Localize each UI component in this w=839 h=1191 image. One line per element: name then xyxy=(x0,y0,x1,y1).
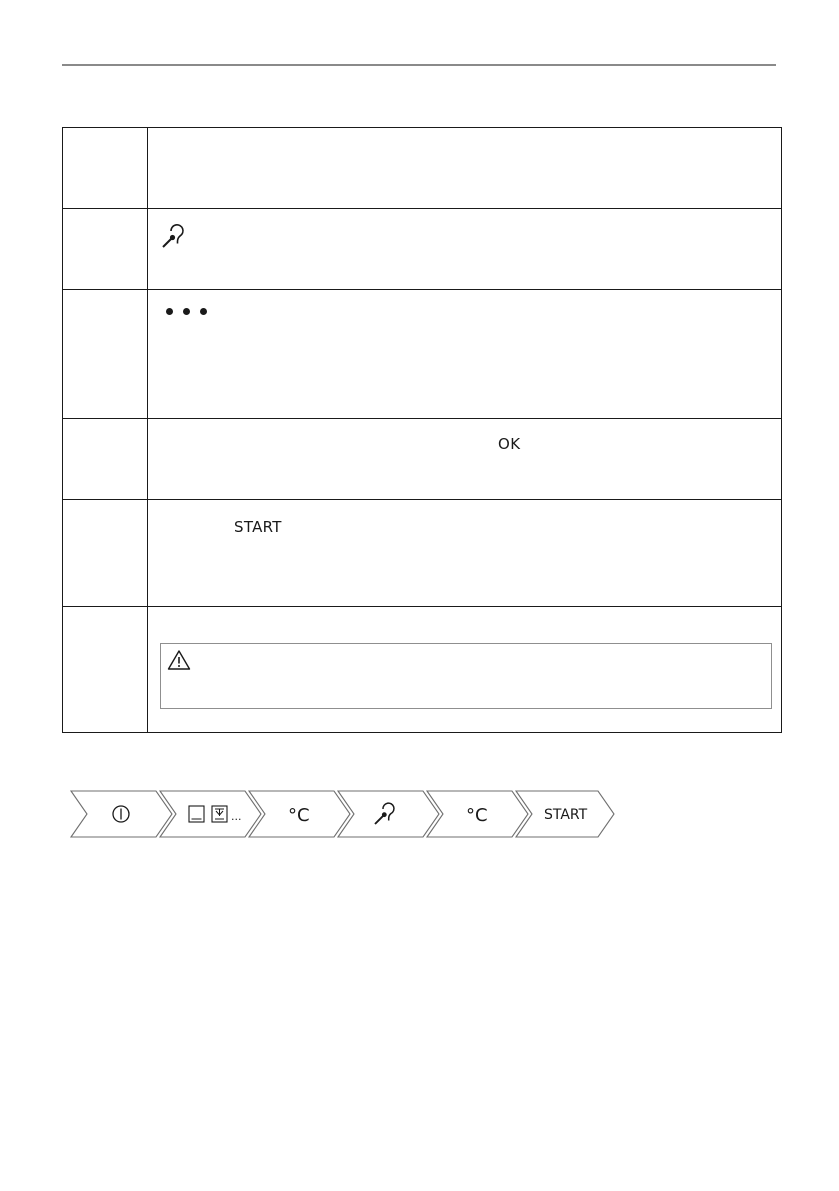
core-temperature-icon: °C xyxy=(466,805,488,826)
ok-button-symbol: OK xyxy=(498,435,521,453)
start-label: START xyxy=(544,807,588,823)
power-icon xyxy=(113,806,129,822)
more-functions-ellipsis: ... xyxy=(231,810,242,823)
start-button-symbol: START xyxy=(234,518,282,536)
temperature-icon: °C xyxy=(288,805,310,826)
heating-function-icons xyxy=(189,806,242,823)
sequence-step-function xyxy=(160,791,261,837)
sequence-step-probe xyxy=(338,791,439,837)
probe-icon xyxy=(375,803,394,824)
